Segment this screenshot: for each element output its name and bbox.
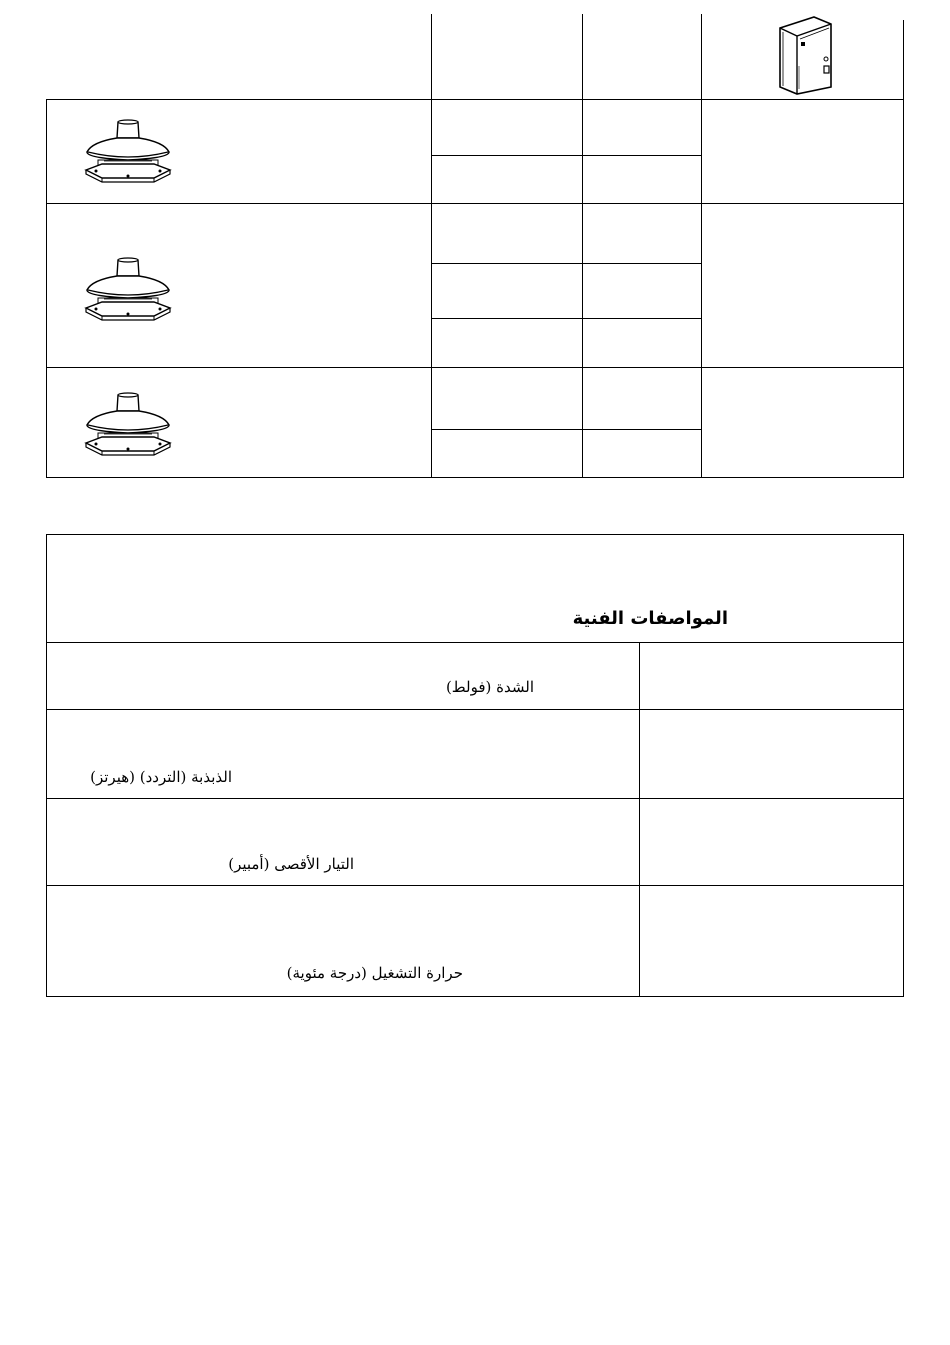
table-border-bottom [46, 996, 904, 997]
roof-fan-icon [82, 118, 174, 184]
table-column-divider [431, 14, 432, 478]
table-divider [46, 642, 904, 643]
table-column-divider [582, 14, 583, 478]
table-border-right [903, 20, 904, 478]
max-current-label: التيار الأقصى (أمبير) [228, 855, 354, 873]
table-divider [431, 155, 702, 156]
table-border-top [46, 534, 904, 535]
roof-fan-icon [82, 256, 174, 322]
roof-fan-icon [82, 391, 174, 457]
table-divider [431, 429, 702, 430]
table-divider [46, 99, 904, 100]
table-divider [46, 885, 904, 886]
operating-temperature-label: حرارة التشغيل (درجة مئوية) [286, 964, 463, 982]
table-divider [46, 203, 904, 204]
table-divider [431, 318, 702, 319]
table-divider [46, 477, 904, 478]
table-column-divider [639, 642, 640, 997]
table-column-divider [701, 14, 702, 478]
control-box-icon [774, 14, 836, 96]
table-divider [431, 263, 702, 264]
table-divider [46, 798, 904, 799]
table-divider [46, 709, 904, 710]
voltage-label: الشدة (فولط) [445, 678, 534, 696]
specs-title: المواصفات الفنية [572, 608, 728, 629]
table-divider [46, 367, 904, 368]
table-border-right [903, 534, 904, 997]
frequency-label: الذبذبة (التردد) (هيرتز) [90, 768, 232, 786]
table-border-left [46, 534, 47, 997]
table-border-left [46, 99, 47, 478]
